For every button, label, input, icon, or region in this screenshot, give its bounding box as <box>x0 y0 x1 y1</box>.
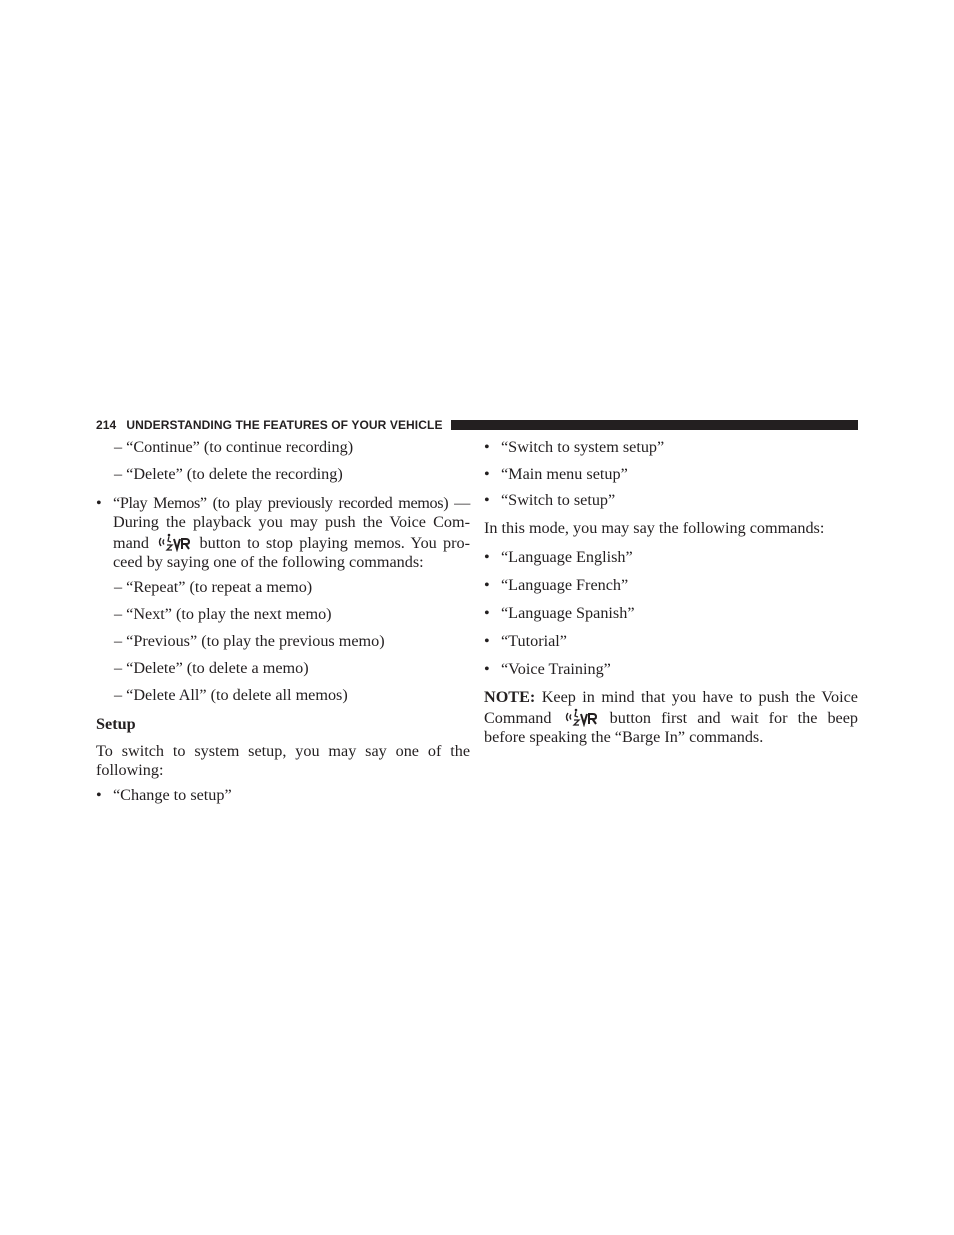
text-fragment: button first and wait for the beep <box>609 709 859 727</box>
voice-command-icon <box>564 707 598 727</box>
list-item-text: “Voice Training” <box>501 660 611 678</box>
list-item: – “Delete” (to delete a memo) <box>114 659 309 677</box>
bullet: • <box>96 494 102 512</box>
text-line: During the playback you may push the Voice Com- <box>113 513 470 531</box>
text-fragment: Keep in mind that you have to push the Voice <box>541 688 858 706</box>
list-item: – “Previous” (to play the previous memo) <box>114 632 385 650</box>
list-item <box>484 632 858 651</box>
text-fragment: Command <box>484 709 552 727</box>
list-item-text: “Main menu setup” <box>501 465 628 483</box>
section-title: UNDERSTANDING THE FEATURES OF YOUR VEHICLE <box>126 418 443 432</box>
list-item: – “Repeat” (to repeat a memo) <box>114 578 313 596</box>
note-label: NOTE: <box>484 688 536 706</box>
text-line <box>484 688 858 707</box>
list-item <box>484 438 858 457</box>
play-memos-item <box>96 494 470 572</box>
note-paragraph <box>484 688 858 747</box>
text-line: To switch to system setup, you may say one of the <box>96 742 470 760</box>
text-line: “Play Memos” (to play previously recorded memos) — <box>113 494 470 512</box>
list-item-text: “Switch to system setup” <box>501 438 665 456</box>
text-fragment: button to stop playing memos. You pro- <box>199 534 471 552</box>
list-item <box>484 465 858 484</box>
page-header <box>96 417 858 433</box>
bullet: • <box>484 604 490 622</box>
list-item-text: “Tutorial” <box>501 632 567 650</box>
bullet: • <box>484 491 490 509</box>
mode-paragraph: In this mode, you may say the following commands: <box>484 519 825 537</box>
text-line: before speaking the “Barge In” commands. <box>484 728 764 746</box>
list-item <box>96 786 470 805</box>
list-item-text: “Language Spanish” <box>501 604 635 622</box>
list-item <box>484 604 858 623</box>
list-item <box>484 576 858 595</box>
bullet: • <box>484 632 490 650</box>
list-item: – “Delete All” (to delete all memos) <box>114 686 348 704</box>
list-item: – “Continue” (to continue recording) <box>114 438 354 456</box>
header-rule <box>451 420 858 430</box>
bullet: • <box>484 660 490 678</box>
bullet: • <box>484 438 490 456</box>
setup-paragraph <box>96 742 470 780</box>
list-item: – “Delete” (to delete the recording) <box>114 465 343 483</box>
page-number: 214 <box>96 418 117 432</box>
voice-command-icon <box>157 532 191 552</box>
text-line <box>113 532 470 553</box>
list-item-text: “Language English” <box>501 548 633 566</box>
text-line: following: <box>96 761 164 779</box>
bullet: • <box>484 548 490 566</box>
left-column <box>96 438 470 814</box>
list-item: – “Next” (to play the next memo) <box>114 605 332 623</box>
right-column <box>484 438 858 753</box>
list-item-text: “Switch to setup” <box>501 491 616 509</box>
bullet: • <box>484 576 490 594</box>
text-fragment: mand <box>113 534 149 552</box>
list-item <box>484 660 858 679</box>
bullet: • <box>484 465 490 483</box>
list-item-text: “Change to setup” <box>113 786 232 804</box>
list-item <box>484 491 858 510</box>
list-item <box>484 548 858 567</box>
list-item-text: “Language French” <box>501 576 629 594</box>
text-line <box>484 707 858 728</box>
bullet: • <box>96 786 102 804</box>
text-line: ceed by saying one of the following commands: <box>113 553 424 571</box>
setup-heading: Setup <box>96 715 136 733</box>
